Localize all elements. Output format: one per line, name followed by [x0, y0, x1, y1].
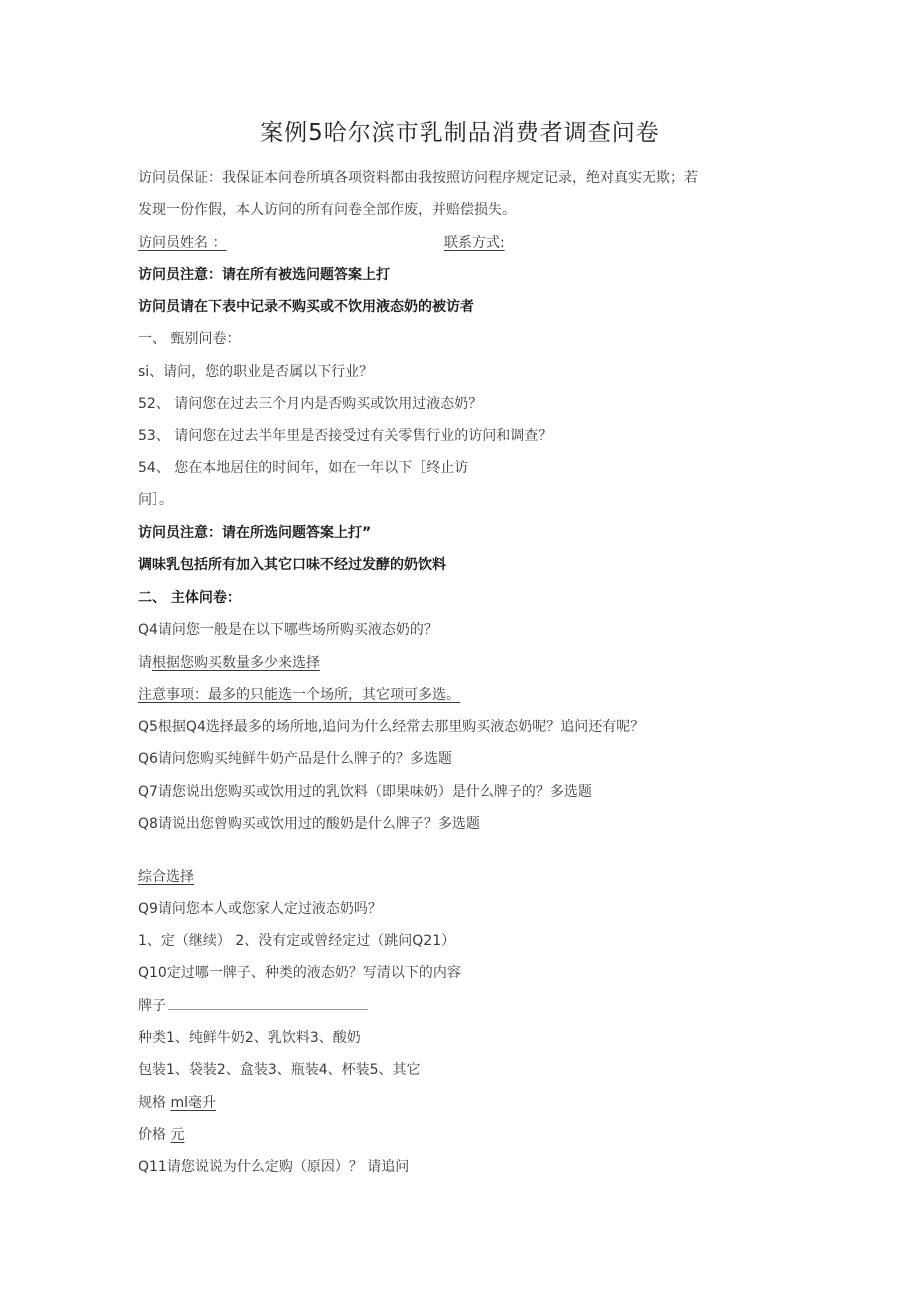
- brand-field: [138, 997, 368, 1015]
- screening-q-s1: si、请问，您的职业是否属以下行业？: [138, 364, 374, 380]
- q4-hint-prefix: 请: [138, 655, 152, 671]
- guarantee-line-1: 访问员保证：我保证本问卷所填各项资料都由我按照访问程序规定记录，绝对真实无欺；若: [138, 170, 698, 186]
- section1-heading: 一、 甄别问卷：: [138, 331, 241, 347]
- question-q10: Q10定过哪一牌子、种类的液态奶？写清以下的内容: [138, 965, 461, 981]
- price-unit: 元: [170, 1127, 185, 1143]
- spec-label: 规格: [138, 1095, 166, 1111]
- contact-label: 联系方式:: [444, 235, 505, 251]
- screening-q-s4-line2: 问］。: [138, 492, 173, 508]
- note-mark-selected: 访问员注意：请在所选问题答案上打”: [138, 525, 372, 541]
- q4-hint-underlined: 根据您购买数量多少来选择: [152, 655, 320, 671]
- question-q7: Q7请您说出您购买或饮用过的乳饮料（即果味奶）是什么牌子的？多选题: [138, 784, 592, 800]
- question-q4: Q4请问您一般是在以下哪些场所购买液态奶的？: [138, 622, 438, 638]
- price-field: [138, 1126, 184, 1144]
- brand-label: 牌子: [138, 998, 166, 1014]
- question-q8: Q8请说出您曾购买或饮用过的酸奶是什么牌子？多选题: [138, 816, 480, 832]
- note-record-non-buyers: 访问员请在下表中记录不购买或不饮用液态奶的被访者: [138, 299, 474, 315]
- interviewer-name-label: 访问员姓名 ：: [138, 235, 227, 251]
- section3-heading: 综合选择: [138, 869, 194, 885]
- spec-unit: ml毫升: [170, 1095, 216, 1111]
- q4-hint: [138, 654, 320, 672]
- brand-blank-line[interactable]: [168, 997, 368, 1010]
- q9-options: 1、定（继续） 2、没有定或曾经定过（跳问Q21）: [138, 933, 456, 949]
- note-flavored-milk: 调味乳包括所有加入其它口味不经过发酵的奶饮料: [138, 557, 446, 573]
- price-label: 价格: [138, 1127, 166, 1143]
- package-options: 包装1、袋装2、盒装3、瓶装4、杯装5、其它: [138, 1062, 421, 1078]
- question-q9: Q9请问您本人或您家人定过液态奶吗？: [138, 901, 382, 917]
- screening-q-s2: 52、 请问您在过去三个月内是否购买或饮用过液态奶？: [138, 396, 483, 412]
- type-options: 种类1、纯鲜牛奶2、乳饮料3、酸奶: [138, 1030, 361, 1046]
- screening-q-s3: 53、 请问您在过去半年里是否接受过有关零售行业的访问和调查？: [138, 428, 553, 444]
- document-title: 案例5哈尔滨市乳制品消费者调查问卷: [260, 120, 660, 146]
- note-mark-all-answers: 访问员注意：请在所有被选问题答案上打: [138, 267, 390, 283]
- question-q5: Q5根据Q4选择最多的场所地,追问为什么经常去那里购买液态奶呢？追问还有呢？: [138, 719, 645, 735]
- spec-field: [138, 1094, 216, 1112]
- q4-note: 注意事项：最多的只能选一个场所，其它项可多选。: [138, 687, 460, 703]
- question-q6: Q6请问您购买纯鲜牛奶产品是什么牌子的？多选题: [138, 751, 452, 767]
- question-q11: Q11请您说说为什么定购（原因）？ 请追问: [138, 1159, 410, 1175]
- section2-heading: 二、 主体问卷：: [138, 590, 241, 606]
- guarantee-line-2: 发现一份作假，本人访问的所有问卷全部作废，并赔偿损失。: [138, 202, 516, 218]
- screening-q-s4-line1: 54、 您在本地居住的时间年，如在一年以下［终止访: [138, 460, 469, 476]
